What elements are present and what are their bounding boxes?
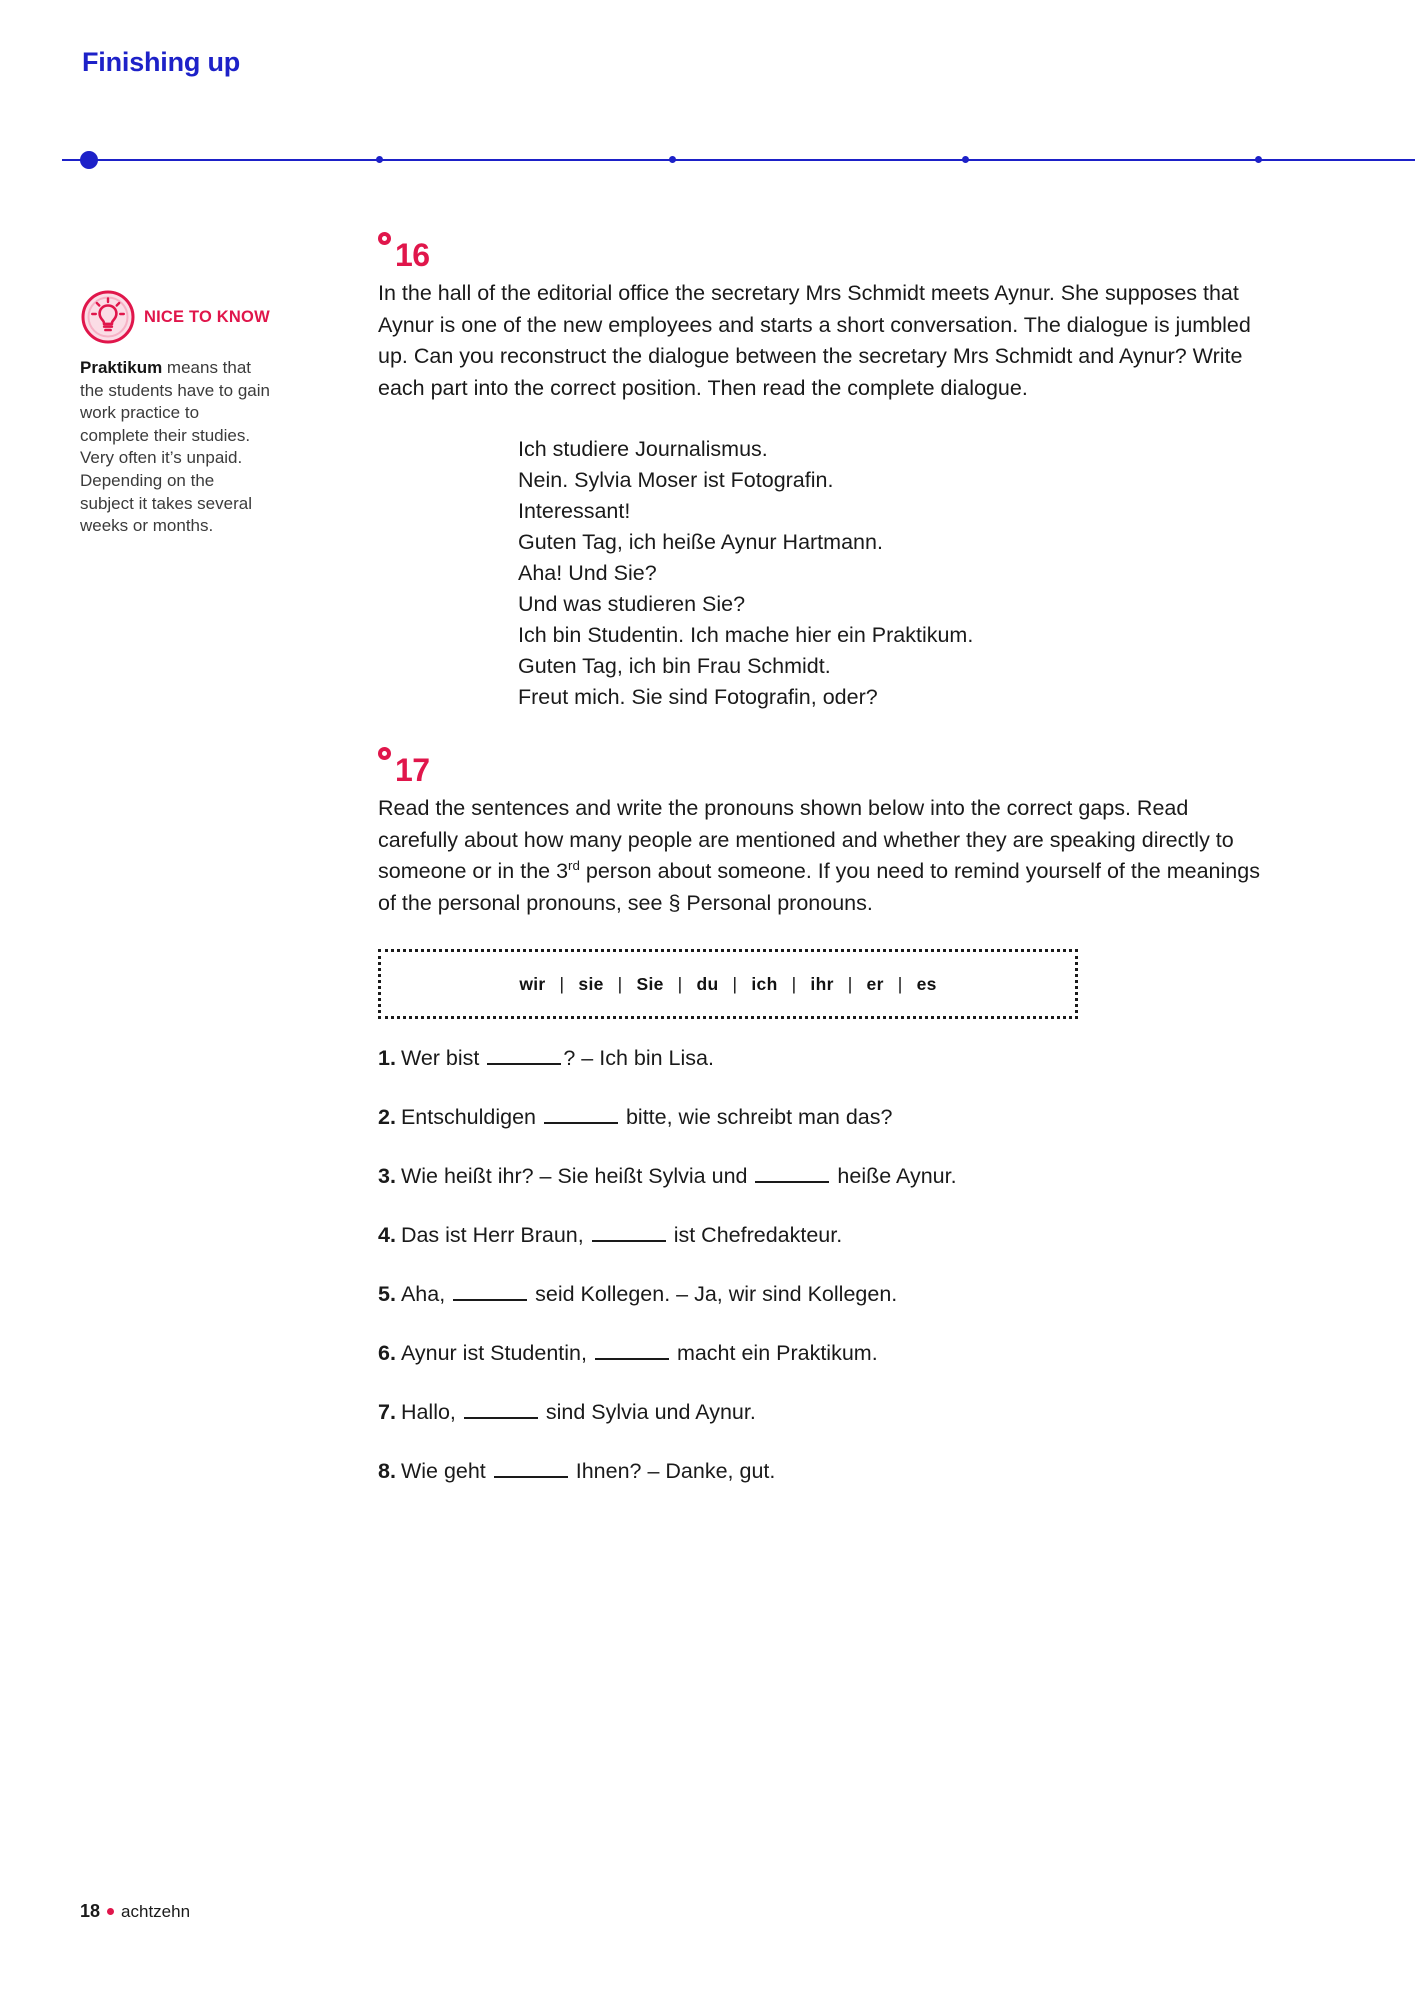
- word-bank-separator: |: [617, 974, 623, 995]
- gap-fill-text-before: Das ist Herr Braun,: [400, 1223, 590, 1248]
- gap-fill-index: 1.: [378, 1046, 396, 1071]
- dialogue-line: Ich studiere Journalismus.: [518, 437, 768, 462]
- word-bank-word[interactable]: ihr: [810, 974, 834, 995]
- sidebar-note: [80, 357, 270, 538]
- dialogue-lines: [518, 434, 1278, 713]
- dialogue-line: Aha! Und Sie?: [518, 561, 657, 586]
- gap-fill-text-after: Ihnen? – Danke, gut.: [569, 1458, 776, 1483]
- bullet-ring-icon: [378, 747, 391, 760]
- gap-fill-index: 4.: [378, 1223, 396, 1248]
- gap-fill-blank[interactable]: [453, 1284, 527, 1301]
- gap-fill-text-after: heiße Aynur.: [831, 1164, 957, 1189]
- gap-fill-text-after: macht ein Praktikum.: [670, 1341, 878, 1366]
- gap-fill-item: [378, 1045, 1278, 1073]
- gap-fill-index: 8.: [378, 1458, 396, 1483]
- dialogue-line: Guten Tag, ich heiße Aynur Hartmann.: [518, 530, 883, 555]
- gap-fill-index: 5.: [378, 1282, 396, 1307]
- gap-fill-blank[interactable]: [595, 1343, 669, 1360]
- nice-to-know-sidebar: [80, 288, 302, 538]
- nice-to-know-header: [80, 288, 302, 346]
- divider-dot-primary: [80, 151, 98, 169]
- bullet-ring-icon: [378, 232, 391, 245]
- page-title: Finishing up: [82, 47, 241, 77]
- page-footer: [80, 1901, 190, 1922]
- gap-fill-text-after: sind Sylvia und Aynur.: [539, 1399, 756, 1424]
- footer-page-word: achtzehn: [121, 1901, 191, 1921]
- exercise-17-instructions: [378, 793, 1268, 919]
- footer-page-number: 18: [80, 1901, 101, 1921]
- word-bank-word[interactable]: du: [696, 974, 719, 995]
- gap-fill-text-before: Aynur ist Studentin,: [400, 1341, 593, 1366]
- word-bank-separator: |: [732, 974, 738, 995]
- exercise-16-marker: [378, 232, 1278, 278]
- gap-fill-item: [378, 1222, 1278, 1250]
- gap-fill-text-after: bitte, wie schreibt man das?: [619, 1105, 893, 1130]
- main-content: [378, 0, 1278, 1517]
- gap-fill-text-before: Wer bist: [400, 1046, 486, 1071]
- gap-fill-index: 6.: [378, 1341, 396, 1366]
- nice-to-know-label: NICE TO KNOW: [144, 307, 270, 326]
- gap-fill-text-after: ? – Ich bin Lisa.: [563, 1046, 714, 1071]
- gap-fill-index: 7.: [378, 1399, 396, 1424]
- sidebar-note-text: means that the students have to gain work practice to complete their studies. Very often it’s unpaid. Depending on the subject it takes several weeks or months.: [80, 358, 270, 536]
- gap-fill-item: [378, 1104, 1278, 1132]
- gap-fill-blank[interactable]: [755, 1166, 829, 1183]
- gap-fill-text-before: Wie geht: [400, 1458, 492, 1483]
- gap-fill-blank[interactable]: [464, 1402, 538, 1419]
- gap-fill-blank[interactable]: [494, 1461, 568, 1478]
- gap-fill-item: [378, 1163, 1278, 1191]
- dialogue-line: Freut mich. Sie sind Fotografin, oder?: [518, 685, 878, 709]
- dialogue-line: Nein. Sylvia Moser ist Fotografin.: [518, 468, 834, 493]
- gap-fill-text-after: seid Kollegen. – Ja, wir sind Kollegen.: [529, 1282, 898, 1307]
- dialogue-line: Interessant!: [518, 499, 631, 524]
- gap-fill-item: [378, 1340, 1278, 1368]
- gap-fill-item: [378, 1399, 1278, 1427]
- exercise-17-number: 17: [395, 751, 430, 788]
- gap-fill-text-before: Aha,: [400, 1282, 452, 1307]
- word-bank-separator: |: [559, 974, 565, 995]
- word-bank-separator: |: [791, 974, 797, 995]
- exercise-16-instructions: In the hall of the editorial office the secretary Mrs Schmidt meets Aynur. She supposes that Aynur is one of the new employees and starts a short conversation. The dialogue is jumbled up. Can you reconstruct the dialogue between the secretary Mrs Schmidt and Aynur? Write each part into the correct position. Then read the complete dialogue.: [378, 281, 1251, 400]
- gap-fill-text-before: Entschuldigen: [400, 1105, 542, 1130]
- gap-fill-item: [378, 1281, 1278, 1309]
- gap-fill-index: 2.: [378, 1105, 396, 1130]
- word-bank-separator: |: [847, 974, 853, 995]
- lightbulb-icon: [80, 289, 136, 345]
- dialogue-line: Und was studieren Sie?: [518, 592, 746, 617]
- word-bank-word[interactable]: sie: [578, 974, 604, 995]
- word-bank-word[interactable]: Sie: [636, 974, 664, 995]
- dialogue-line: Guten Tag, ich bin Frau Schmidt.: [518, 654, 831, 679]
- gap-fill-item: [378, 1458, 1278, 1486]
- gap-fill-text-before: Wie heißt ihr? – Sie heißt Sylvia und: [400, 1164, 754, 1189]
- word-bank-separator: |: [677, 974, 683, 995]
- exercise-17-marker: [378, 747, 1278, 793]
- gap-fill-index: 3.: [378, 1164, 396, 1189]
- sidebar-note-term: Praktikum: [80, 358, 163, 377]
- gap-fill-blank[interactable]: [487, 1048, 561, 1065]
- gap-fill-blank[interactable]: [544, 1107, 618, 1124]
- footer-bullet-icon: [107, 1908, 114, 1915]
- gap-fill-blank[interactable]: [592, 1225, 666, 1242]
- word-bank-items: [381, 974, 1075, 995]
- exercise-16-number: 16: [395, 237, 430, 273]
- instructions-part2: person about someone. If you need to remind yourself of the meanings of the personal pronouns, see § Personal pronouns.: [378, 859, 1260, 915]
- word-bank-separator: |: [897, 974, 903, 995]
- gap-fill-list: [378, 1045, 1278, 1486]
- word-bank-word[interactable]: ich: [751, 974, 778, 995]
- pronoun-word-bank: [378, 949, 1078, 1019]
- word-bank-word[interactable]: es: [916, 974, 937, 995]
- instructions-part1: Read the sentences and write the pronouns shown below into the correct gaps. Read carefully about how many people are mentioned and whether they are speaking directly to someone or in the 3: [378, 795, 1234, 884]
- gap-fill-text-before: Hallo,: [400, 1399, 462, 1424]
- word-bank-word[interactable]: wir: [519, 974, 546, 995]
- word-bank-word[interactable]: er: [866, 974, 884, 995]
- gap-fill-text-after: ist Chefredakteur.: [667, 1223, 843, 1248]
- ordinal-suffix: rd: [568, 857, 580, 873]
- dialogue-line: Ich bin Studentin. Ich mache hier ein Praktikum.: [518, 623, 974, 648]
